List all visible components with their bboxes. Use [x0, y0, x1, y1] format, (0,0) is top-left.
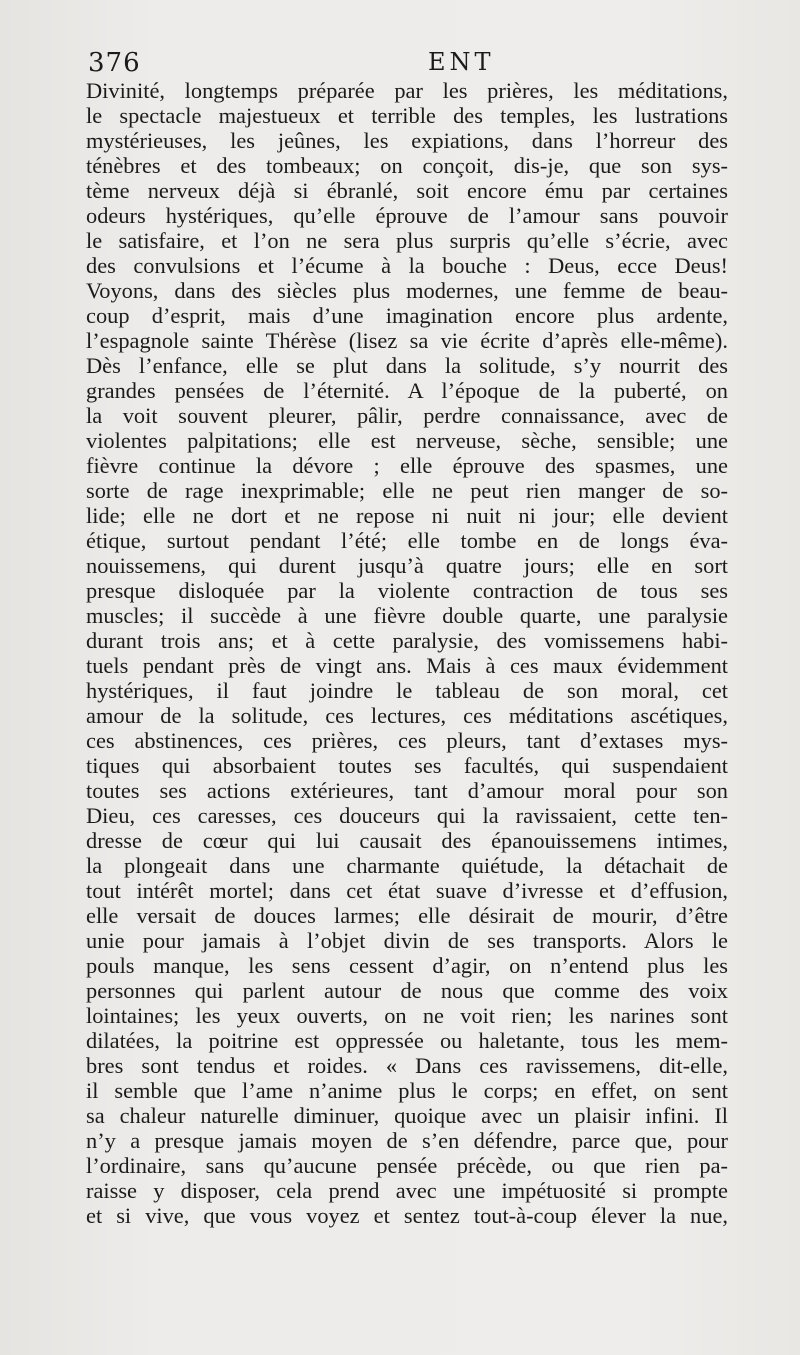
- text-line: l’espagnole sainte Thérèse (lisez sa vie écrite d’après elle-même).: [86, 328, 728, 353]
- text-line: personnes qui parlent autour de nous que comme des voix: [86, 978, 728, 1003]
- text-line: grandes pensées de l’éternité. A l’époque de la puberté, on: [86, 378, 728, 403]
- text-line: lointaines; les yeux ouverts, on ne voit rien; les narines sont: [86, 1003, 728, 1028]
- text-line: dresse de cœur qui lui causait des épanouissemens intimes,: [86, 828, 728, 853]
- text-line: il semble que l’ame n’anime plus le corps; en effet, on sent: [86, 1078, 728, 1103]
- text-line: durant trois ans; et à cette paralysie, des vomissemens habi-: [86, 628, 728, 653]
- text-line: étique, surtout pendant l’été; elle tombe en de longs éva-: [86, 528, 728, 553]
- text-line: la plongeait dans une charmante quiétude, la détachait de: [86, 853, 728, 878]
- text-line: unie pour jamais à l’objet divin de ses transports. Alors le: [86, 928, 728, 953]
- text-line: pouls manque, les sens cessent d’agir, on n’entend plus les: [86, 953, 728, 978]
- text-line: tiques qui absorbaient toutes ses facultés, qui suspendaient: [86, 753, 728, 778]
- text-line: sa chaleur naturelle diminuer, quoique avec un plaisir infini. Il: [86, 1103, 728, 1128]
- text-line: Voyons, dans des siècles plus modernes, une femme de beau-: [86, 278, 728, 303]
- text-line: odeurs hystériques, qu’elle éprouve de l’amour sans pouvoir: [86, 203, 728, 228]
- text-line: la voit souvent pleurer, pâlir, perdre connaissance, avec de: [86, 403, 728, 428]
- text-line: ces abstinences, ces prières, ces pleurs, tant d’extases mys-: [86, 728, 728, 753]
- text-line: hystériques, il faut joindre le tableau de son moral, cet: [86, 678, 728, 703]
- text-line: sorte de rage inexprimable; elle ne peut rien manger de so-: [86, 478, 728, 503]
- text-line: dilatées, la poitrine est oppressée ou haletante, tous les mem-: [86, 1028, 728, 1053]
- text-line: tème nerveux déjà si ébranlé, soit encore ému par certaines: [86, 178, 728, 203]
- text-line: raisse y disposer, cela prend avec une impétuosité si prompte: [86, 1178, 728, 1203]
- page-header: [88, 48, 728, 80]
- text-line: fièvre continue la dévore ; elle éprouve des spasmes, une: [86, 453, 728, 478]
- body-text: [86, 78, 728, 1228]
- text-line: amour de la solitude, ces lectures, ces méditations ascétiques,: [86, 703, 728, 728]
- text-line: toutes ses actions extérieures, tant d’amour moral pour son: [86, 778, 728, 803]
- text-line: violentes palpitations; elle est nerveuse, sèche, sensible; une: [86, 428, 728, 453]
- text-line: Dès l’enfance, elle se plut dans la solitude, s’y nourrit des: [86, 353, 728, 378]
- text-line: ténèbres et des tombeaux; on conçoit, dis-je, que son sys-: [86, 153, 728, 178]
- text-line: presque disloquée par la violente contraction de tous ses: [86, 578, 728, 603]
- text-line: Dieu, ces caresses, ces douceurs qui la ravissaient, cette ten-: [86, 803, 728, 828]
- text-line: bres sont tendus et roides. « Dans ces ravissemens, dit-elle,: [86, 1053, 728, 1078]
- text-line: Divinité, longtemps préparée par les prières, les méditations,: [86, 78, 728, 103]
- text-line: mystérieuses, les jeûnes, les expiations, dans l’horreur des: [86, 128, 728, 153]
- text-line: lide; elle ne dort et ne repose ni nuit ni jour; elle devient: [86, 503, 728, 528]
- text-line: tout intérêt mortel; dans cet état suave d’ivresse et d’effusion,: [86, 878, 728, 903]
- text-line: le satisfaire, et l’on ne sera plus surpris qu’elle s’écrie, avec: [86, 228, 728, 253]
- text-line: elle versait de douces larmes; elle désirait de mourir, d’être: [86, 903, 728, 928]
- text-line: nouissemens, qui durent jusqu’à quatre jours; elle en sort: [86, 553, 728, 578]
- text-line: et si vive, que vous voyez et sentez tout-à-coup élever la nue,: [86, 1203, 728, 1228]
- text-line: muscles; il succède à une fièvre double quarte, une paralysie: [86, 603, 728, 628]
- text-line: tuels pendant près de vingt ans. Mais à ces maux évidemment: [86, 653, 728, 678]
- text-line: le spectacle majestueux et terrible des temples, les lustrations: [86, 103, 728, 128]
- text-line: des convulsions et l’écume à la bouche : Deus, ecce Deus!: [86, 253, 728, 278]
- text-line: l’ordinaire, sans qu’aucune pensée précède, ou que rien pa-: [86, 1153, 728, 1178]
- page-number: 376: [88, 48, 141, 78]
- text-line: n’y a presque jamais moyen de s’en défendre, parce que, pour: [86, 1128, 728, 1153]
- running-head: ENT: [428, 48, 495, 76]
- text-line: coup d’esprit, mais d’une imagination encore plus ardente,: [86, 303, 728, 328]
